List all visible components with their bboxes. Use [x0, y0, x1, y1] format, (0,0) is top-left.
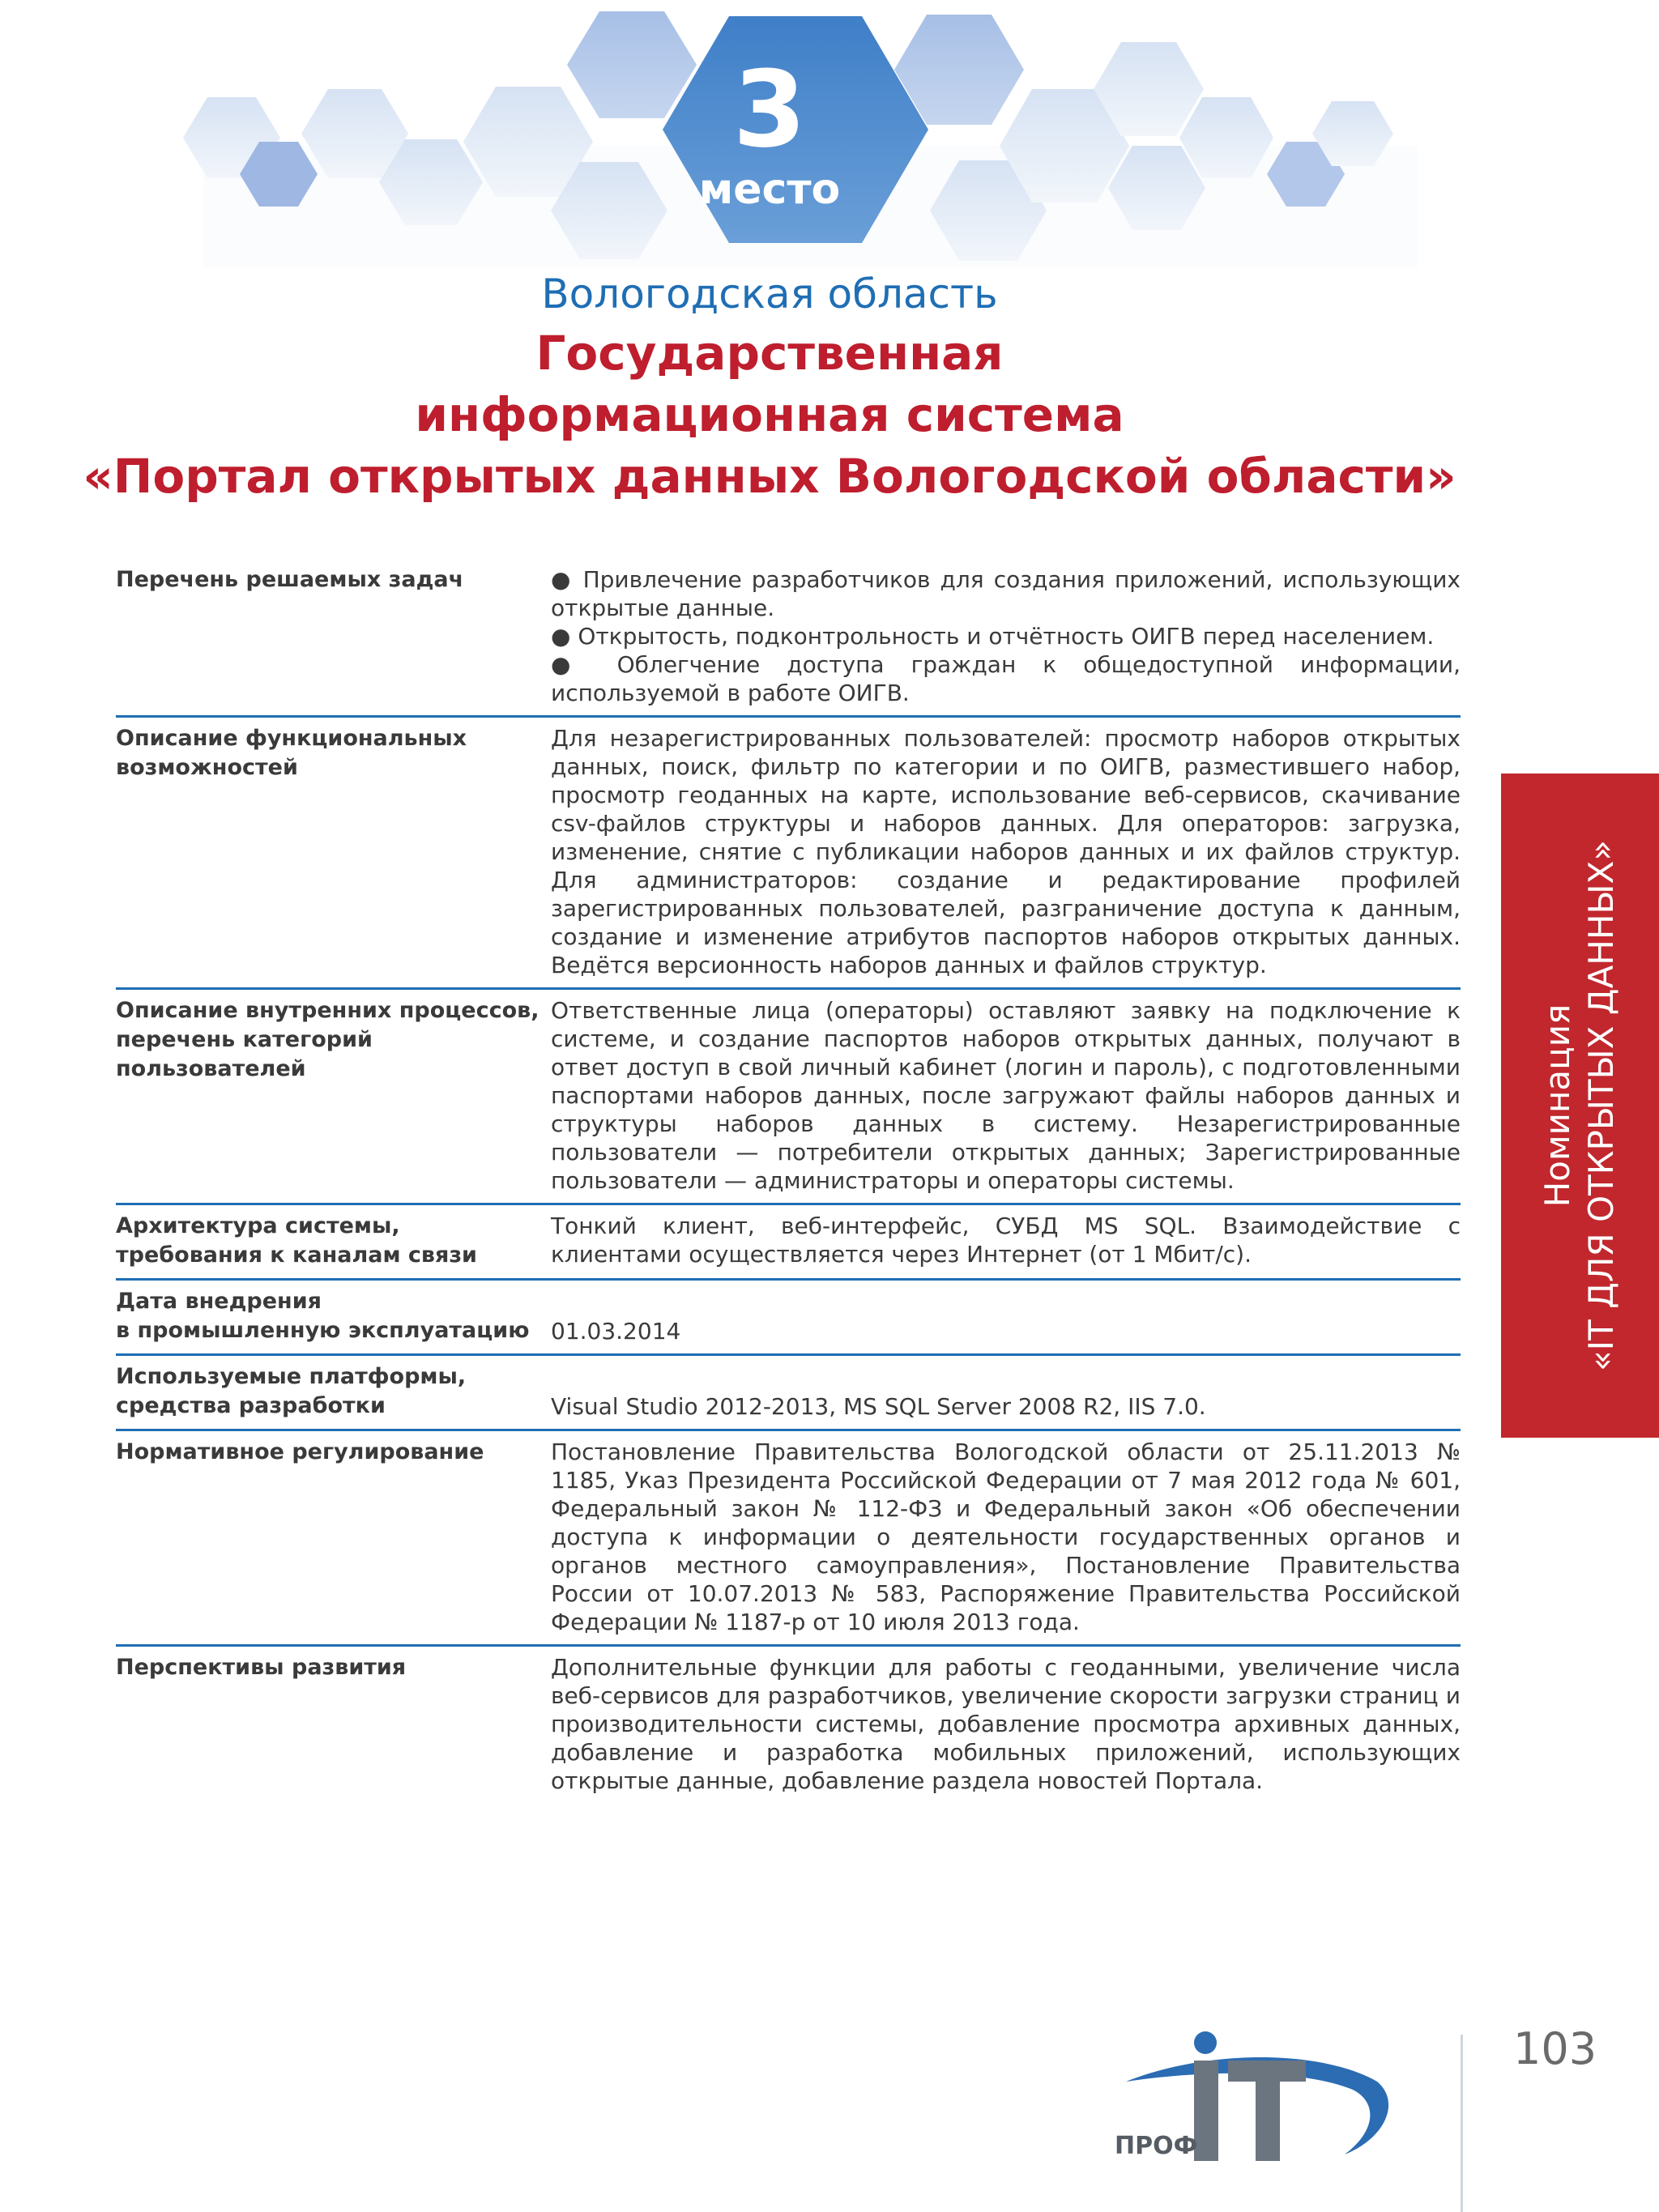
- title-line-3: «Портал открытых данных Вологодской области»: [83, 449, 1456, 504]
- nomination-tab: [1501, 774, 1659, 1438]
- place-number: 3: [732, 48, 807, 171]
- task-item: ● Облегчение доступа граждан к общедоступной информации, используемой в работе ОИГВ.: [551, 651, 1461, 706]
- row-text: 01.03.2014: [551, 1318, 681, 1345]
- nomination-label: Номинация: [1537, 1004, 1577, 1208]
- row-label: Описание внутренних процессов, перечень категорий пользователей: [116, 998, 539, 1081]
- row-value: [551, 1362, 1461, 1421]
- row-label: Дата внедрения в промышленную эксплуатацию: [116, 1289, 530, 1343]
- title-line-1: Государственная: [535, 326, 1004, 381]
- row-value: [551, 565, 1461, 707]
- logo-text: ПРОФ: [1115, 2132, 1198, 2160]
- row-label: Перспективы развития: [116, 1655, 407, 1680]
- table-row: [116, 1647, 1461, 1803]
- row-value: [551, 1653, 1461, 1795]
- row-value: [551, 1212, 1461, 1270]
- row-text: Постановление Правительства Вологодской области от 25.11.2013 № 1185, Указ Президента Российской Федерации от 7 мая 2012 года № 601, Федеральный закон № 112-ФЗ и Федеральный закон «Об обеспечении доступа к информации о деятельности государственных органов и органов местного самоуправления», Постановление Правительства России от 10.07.2013 № 583, Распоряжение Правительства Российской Федерации № 1187-р от 10 июля 2013 года.: [551, 1438, 1461, 1635]
- place-label: место: [698, 165, 841, 214]
- row-text: Для незарегистрированных пользователей: просмотр наборов открытых данных, поиск, фильтр по категории и по ОИГВ, разместившего набор, просмотр геоданных на карте, использование веб-сервисов, скачивание csv-файлов структуры и наборов данных. Для операторов: загрузка, изменение, снятие с публикации наборов данных и их файлов структур. Для администраторов: создание и редактирование профилей зарегистрированных пользователей, разграничение доступа к данным, создание и изменение атрибутов паспортов наборов открытых данных. Ведётся версионность наборов данных и файлов структур.: [551, 725, 1461, 978]
- row-value: [551, 1287, 1461, 1345]
- row-text: Visual Studio 2012-2013, MS SQL Server 2008 R2, IIS 7.0.: [551, 1393, 1206, 1420]
- table-row: [116, 1356, 1461, 1431]
- row-text: Дополнительные функции для работы с геоданными, увеличение числа веб-сервисов для разработчиков, увеличение скорости загрузки страниц и производительности системы, добавление просмотра архивных данных, добавление и разработка мобильных приложений, использующих открытые данные, добавление раздела новостей Портала.: [551, 1654, 1461, 1794]
- row-value: [551, 1438, 1461, 1636]
- row-value: [551, 724, 1461, 979]
- row-text: Ответственные лица (операторы) оставляют заявку на подключение к системе, и создание паспортов наборов открытых данных, получают в ответ доступ в свой личный кабинет (логин и пароль), с подготовленными паспортами наборов данных, после загружают файлы наборов данных и структуры наборов данных в систему. Незарегистрированные пользователи — потребители открытых данных; Зарегистрированные пользователи — администраторы и операторы системы.: [551, 997, 1461, 1194]
- footer-divider: [1461, 2035, 1463, 2212]
- table-row: [116, 718, 1461, 990]
- row-label: Нормативное регулирование: [116, 1439, 484, 1464]
- task-item: ● Открытость, подконтрольность и отчётность ОИГВ перед населением.: [551, 623, 1435, 650]
- title-line-2: информационная система: [415, 387, 1124, 442]
- task-item: ● Привлечение разработчиков для создания приложений, использующих открытые данные.: [551, 566, 1461, 621]
- table-row: [116, 1431, 1461, 1647]
- row-label: Описание функциональных возможностей: [116, 726, 467, 780]
- nomination-title: «IT ДЛЯ ОТКРЫТЫХ ДАННЫХ»: [1581, 840, 1621, 1372]
- region-name: Вологодская область: [541, 271, 998, 318]
- row-label: Перечень решаемых задач: [116, 567, 464, 592]
- row-label: Архитектура системы, требования к каналам связи: [116, 1213, 477, 1268]
- nomination-text: [1536, 774, 1623, 1438]
- page-number: 103: [1513, 2023, 1597, 2074]
- table-row: [116, 990, 1461, 1205]
- table-row: [116, 559, 1461, 718]
- row-label: Используемые платформы, средства разработки: [116, 1364, 467, 1418]
- table-row: [116, 1281, 1461, 1356]
- row-value: [551, 996, 1461, 1195]
- info-table: [116, 559, 1461, 1803]
- row-text: Тонкий клиент, веб-интерфейс, СУБД MS SQL. Взаимодействие с клиентами осуществляется через Интернет (от 1 Мбит/с).: [551, 1213, 1461, 1268]
- table-row: [116, 1205, 1461, 1281]
